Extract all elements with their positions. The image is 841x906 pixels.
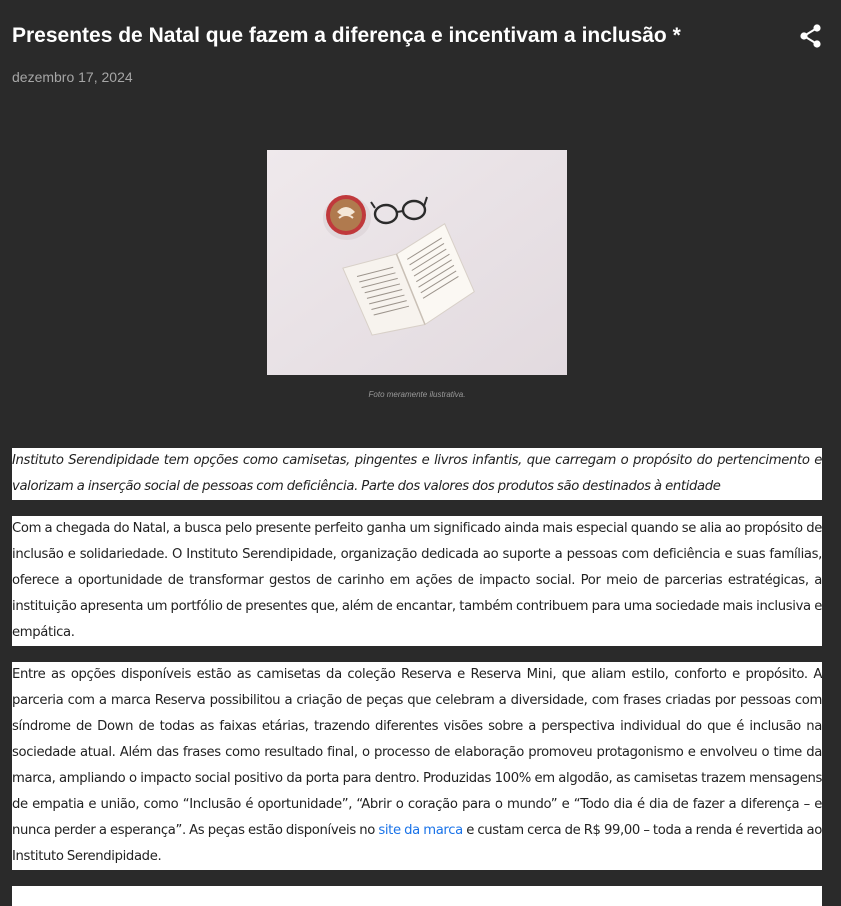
- article-lead: [12, 448, 822, 500]
- paragraph-2-text-a: Entre as opções disponíveis estão as camisetas da coleção Reserva e Reserva Mini, que aliam estilo, conforto e propósito. A parceria com a marca Reserva possibilitou a criação de peças que celebram a diversidade, com frases criadas por pessoas com síndrome de Down de todas as faixas etárias, trazendo diferentes visões sobre a perspectiva individual do que é inclusão na sociedade atual. Além das frases como resultado final, o processo de elaboração promoveu protagonismo e envolveu o time da marca, ampliando o impacto social positivo da porta para dentro. Produzidas 100% em algodão, as camisetas trazem mensagens de empatia e união, como “Inclusão é oportunidade”, “Abrir o coração para o mundo” e “Todo dia é dia de fazer a diferença – e nunca perder a esperança”. As peças estão disponíveis no: [12, 667, 822, 838]
- paragraph-2-text-b: e custam cerca de R$ 99,00 – toda a renda é revertida ao Instituto Serendipidade.: [12, 823, 822, 864]
- paragraph-2-text: [12, 662, 822, 870]
- article-paragraph-1: [12, 516, 822, 646]
- post-date: dezembro 17, 2024: [12, 69, 133, 85]
- paragraph-1-text: Com a chegada do Natal, a busca pelo presente perfeito ganha um significado ainda mais especial quando se alia ao propósito de inclusão e solidariedade. O Instituto Serendipidade, organização dedicada ao suporte a pessoas com deficiência e suas famílias, oferece a oportunidade de transformar gestos de carinho em ações de impacto social. Por meio de parcerias estratégicas, a instituição apresenta um portfólio de presentes que, além de encantar, também contribuem para uma sociedade mais inclusiva e empática.: [12, 521, 822, 640]
- post-image: [267, 150, 567, 375]
- lead-text: Instituto Serendipidade tem opções como camisetas, pingentes e livros infantis, que carregam o propósito do pertencimento e valorizam a inserção social de pessoas com deficiência. Parte dos valores dos produtos são destinados à entidade: [12, 453, 822, 494]
- image-caption: Foto meramente ilustrativa.: [368, 390, 466, 399]
- article-paragraph-3: [12, 886, 822, 906]
- post-title: Presentes de Natal que fazem a diferença e incentivam a inclusão *: [12, 24, 681, 47]
- article-paragraph-2: [12, 662, 822, 870]
- brand-site-link[interactable]: site da marca: [378, 823, 463, 838]
- share-icon[interactable]: [798, 22, 824, 50]
